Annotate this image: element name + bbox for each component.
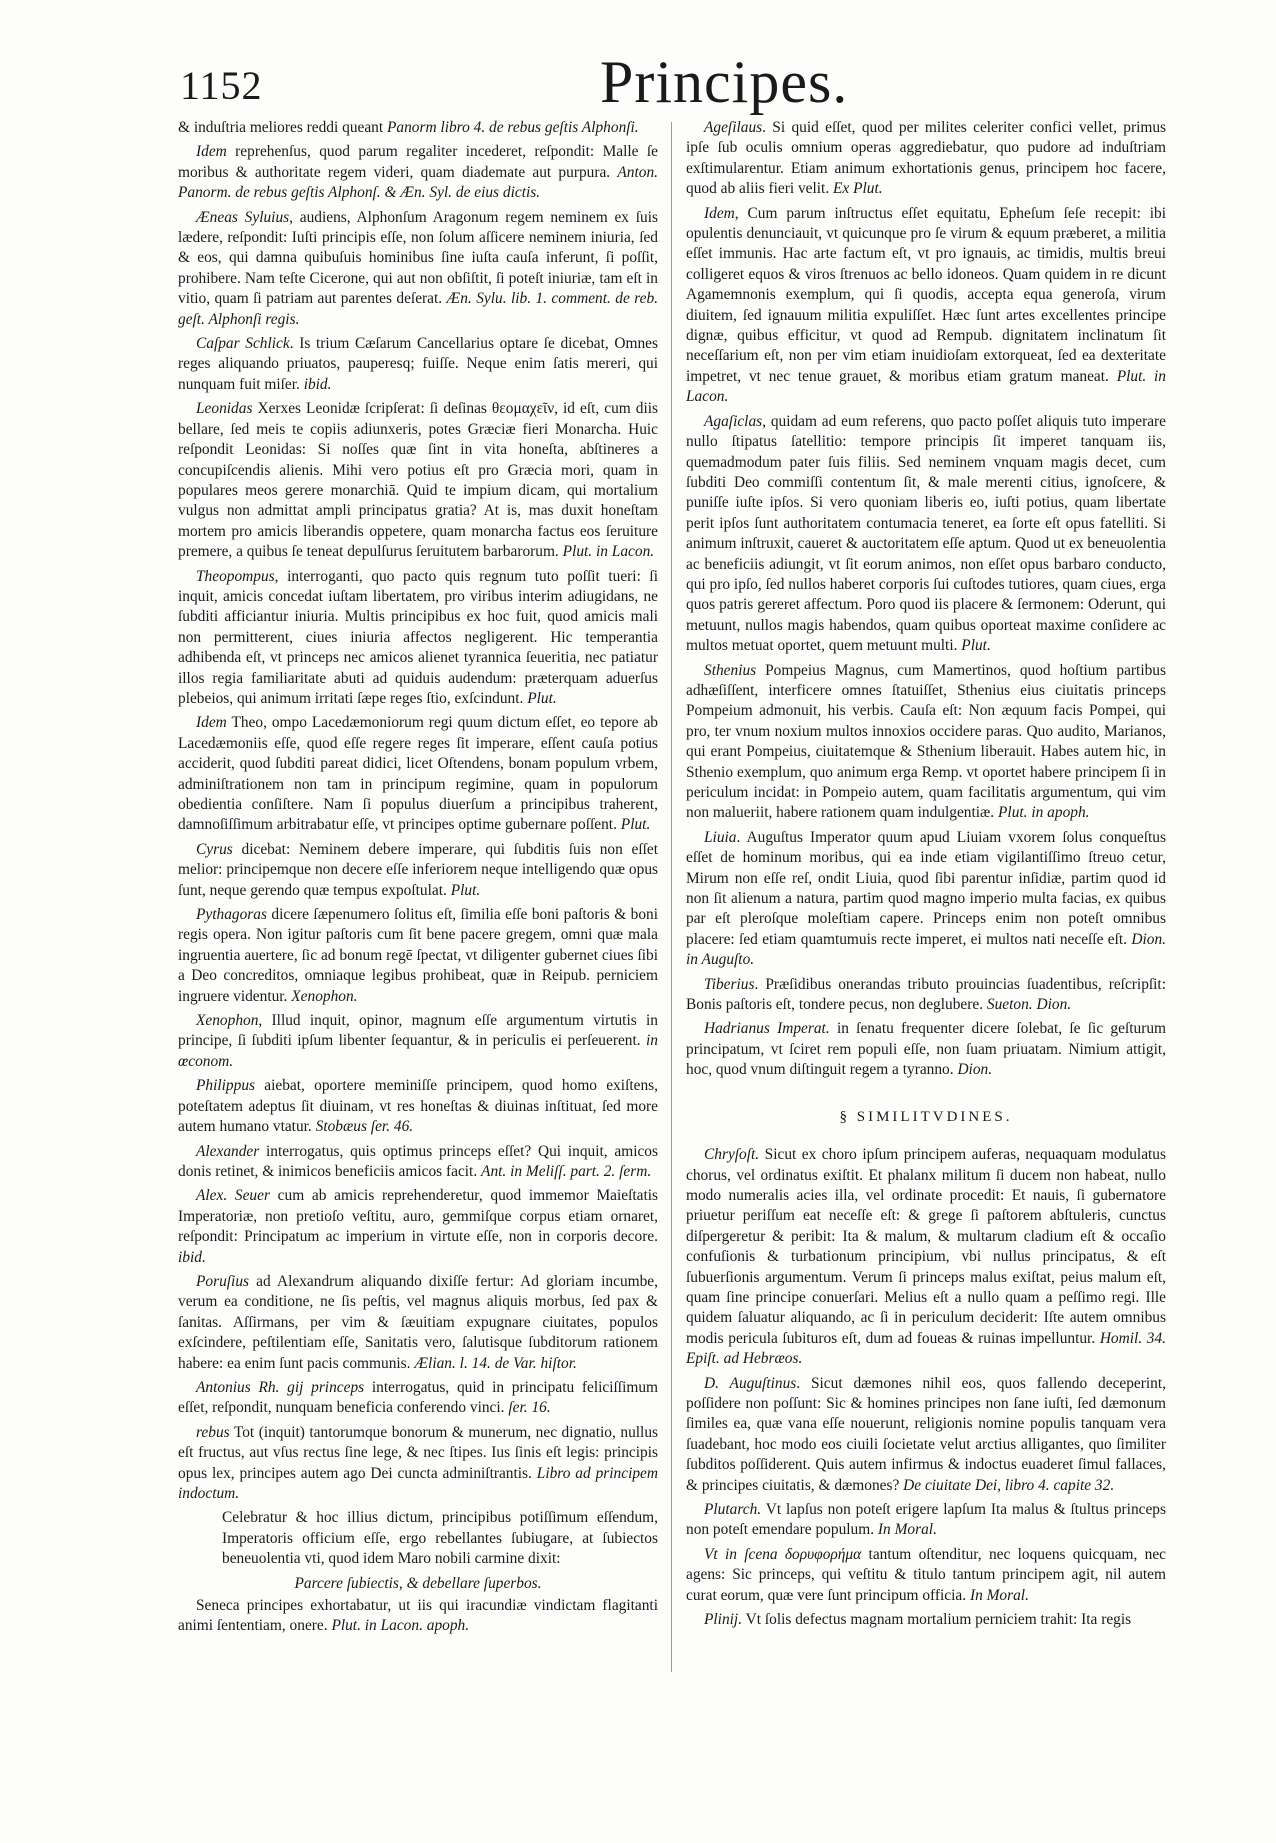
quote-text: Vt ſolis defectus magnam mortalium perniciem trahit: Ita regis [742, 1611, 1132, 1629]
source-citation: Æn. Sylu. lib. 1. comment. de reb. geſt. Alphonſi regis. [178, 290, 658, 328]
source-citation: ibid. [178, 1248, 206, 1266]
source-citation: Libro ad principem indoctum. [178, 1464, 658, 1502]
quote-text: Seneca principes exhortabatur, ut iis qui iracundiæ vindictam flagitanti animi ſententiam, onere. [178, 1597, 658, 1635]
source-citation: Homil. 34. Epiſt. ad Hebræos. [686, 1329, 1166, 1368]
speaker-name: Ageſilaus [704, 119, 763, 136]
quote-entry [686, 975, 1166, 1016]
quote-entry [686, 1374, 1166, 1496]
speaker-name: Poruſius [196, 1272, 250, 1290]
source-citation: Ælian. l. 14. de Var. hiſtor. [414, 1354, 577, 1372]
indented-passage: Celebratur & hoc illius dictum, principibus potiſſimum eſſendum, Imperatoris officium eſſe, ergo rebellantes ſubiugare, at ſubiectos beneuolentia vti, quod idem Maro nobili carmine dixit: [222, 1509, 658, 1568]
speaker-name: Alex. Seuer [196, 1187, 270, 1205]
quote-text: interrogatus, quid in principatu feliciſſimum eſſet, reſpondit, nunquam beneficia conferendo vinci. [178, 1378, 658, 1417]
quote-entry [178, 1186, 658, 1268]
source-citation: In Moral. [877, 1521, 937, 1539]
source-citation: Dion. in Auguſto. [686, 930, 1166, 969]
quote-entry [178, 567, 658, 710]
source-citation: Plut. in Lacon. [562, 543, 655, 561]
quote-entry [686, 1545, 1166, 1606]
quote-text: , Cum parum inſtructus eſſet equitatu, Epheſum ſeſe recepit: ibi opulentis denunciauit, vt quicunque pro ſe virum & equum præberet, a militia eſſet immunis. Hac arte factum eſt, vt pro ignauis, ac timidis, multis breui colligeret equos & viros ſtrenuos ac bello idoneos. Quam quidem in re dicunt Agamemnonis exemplum, qui ſi quodis, accepta equa generoſa, virum diuitem, ſed ignauum militia expuliſſet. Hæc ſunt artes excellentes principe dignæ, quibus efficitur, vt quod ad Rempub. dignitatem inclinatum ſit neceſſarium eſt, non per vim etiam inuidioſam extorqueat, ſed ea dexteritate impetret, vt nec tenue grauet, & moribus etiam gratum maneat. [686, 204, 1166, 385]
speaker-name: Philippus [196, 1077, 255, 1095]
quote-text: tantum oſtenditur, nec loquens quicquam, nec agens: Sic princeps, qui veſtitu & titulo tantum principem agit, nil autem curat eorum, quæ vere ſunt principum officia. [686, 1545, 1166, 1604]
source-citation: Plut. in Lacon. [686, 367, 1166, 406]
speaker-name: Antonius Rh. gij princeps [196, 1378, 365, 1396]
source-citation: Ex Plut. [833, 180, 883, 198]
speaker-name: Theopompus [196, 567, 275, 585]
speaker-name: Idem [196, 714, 227, 732]
left-column [178, 118, 658, 1818]
source-citation: Sueton. Dion. [986, 996, 1072, 1014]
speaker-name: Chryſoſt. [704, 1146, 760, 1164]
quote-entry [178, 1423, 658, 1505]
speaker-name: Leonidas [196, 400, 253, 418]
quote-text: , Illud inquit, opinor, magnum eſſe argumentum virtutis in principe, ſi ſubditi ipſum libenter ſequantur, & in periculis ei perſeuerent. [178, 1012, 658, 1050]
source-citation: in œconom. [178, 1032, 658, 1070]
source-citation: Plut. [620, 816, 651, 834]
quote-text: Vt lapſus non poteſt erigere lapſum Ita malus & ſtultus princeps non poteſt emendare populum. [686, 1501, 1166, 1539]
quote-text: , audiens, Alphonſum Aragonum regem neminem ex ſuis lædere, reſpondit: Iuſti principis eſſe, non ſolum aſſicere neminem iniuria, ſed & eos, qui damna quibuſuis hominibus ſine iuſta cauſa inferunt, ſi poſſit, prohibere. Nam teſte Cicerone, qui aut non obſiſtit, ſi poteſt iniuriæ, tam eſt in vitio, quam ſi patriam aut parentes deſerat. [178, 208, 658, 308]
quote-text: Tot (inquit) tantorumque bonorum & munerum, nec dignatio, nullus eſt fructus, aut vſus rectus ſine lege, & nec ſtipes. Ius ſinis eſt legis: principis opus lex, principes autem ago Dei cuncta adminiſtrantis. [178, 1423, 658, 1482]
quote-text: dicere ſæpenumero ſolitus eſt, ſimilia eſſe boni paſtoris & boni regis opera. Non igitur paſtoris cum ſit bene pacere gregem, omni quæ mala ingruentia auertere, ſic ad bonum regē ſpectat, vt diligenter gubernet ciues ſibi a Deo concreditos, omniaque legibus prohibeat, quæ in Reipub. perniciem ingruere videntur. [178, 906, 658, 1005]
source-citation: De ciuitate Dei, libro 4. capite 32. [903, 1476, 1115, 1494]
quote-entry [178, 905, 658, 1007]
speaker-name: D. Auguſtinus [704, 1374, 797, 1392]
speaker-name: Vt in ſcena δορυφορήμα [704, 1545, 862, 1563]
speaker-name: Cyrus [196, 840, 233, 858]
page-number: 1152 [180, 63, 263, 108]
source-citation: Plut. in apoph. [998, 804, 1090, 822]
speaker-name: Liuia [704, 828, 737, 846]
quote-text: . Sicut dæmones nihil eos, quos fallendo deceperint, poſſidere non poſſunt: Sic & homines principes non ſane iuſti, ſed dæmonum ſimiles ea, quæ vana eſſe nouerunt, religionis nomine populis tanquam vera ſuadebant, hoc modo eos ciuili ſocietate velut arctius alligantes, quo ſimiliter ſubditos poſſiderent. Quis autem infirmus & indoctus euaderet ſimul fallaces, & principes ciuitatis, & dæmones? [686, 1374, 1166, 1494]
quote-entry [686, 1500, 1166, 1541]
quote-text: ad Alexandrum aliquando dixiſſe fertur: Ad gloriam incumbe, verum ea conditione, ne ſis peſtis, vel magnus aliquis morbus, ſed pax & ſanitas. Aſſirmans, per vim & ſæuitiam expugnare ciuitates, populos exſcindere, peſtilentiam eſſe, Sanitatis vero, ſalutisque ſubditorum rationem habere: ea enim ſunt pacis communis. [178, 1272, 658, 1372]
source-citation: Panorm libro 4. de rebus geſtis Alphonſi. [387, 119, 639, 136]
quote-text: . Is trium Cæſarum Cancellarius optare ſe dicebat, Omnes reges aliquando priuatos, pauperesq; fuiſſe. Neque enim ſatis mereri, qui nunquam fuit miſer. [178, 335, 658, 393]
speaker-name: Alexander [196, 1142, 260, 1160]
source-citation: Plut. [450, 881, 481, 899]
quote-entry [686, 204, 1166, 408]
source-citation: Anton. Panorm. de rebus geſtis Alphonſ. & Æn. Syl. de eius dictis. [178, 163, 658, 202]
column-divider [671, 122, 672, 1672]
page-header [180, 48, 1100, 118]
quote-entry [686, 412, 1166, 657]
quote-entry [178, 840, 658, 901]
verse-line: Parcere ſubiectis, & debellare ſuperbos. [294, 1574, 542, 1592]
speaker-name: rebus [196, 1423, 230, 1441]
quote-text: Pompeius Magnus, cum Mamertinos, quod hoſtium partibus adhæſiſſent, interficere omnes ſtatuiſſet, Sthenius eius ciuitatis princeps Pompeium admonuit, his verbis. Cauſa eſt: Non æquum facis Pompei, qui pro, ter vnum noxium multos innoxios occidere paras. Quo audito, Marianos, qui erant Pompeius, ciuitatemque & Sthenium liberauit. Habes autem hic, in Sthenio exemplum, quo animum erga Remp. vt oportet habere principem ſi in periculum incidat: in Pompeio autem, quam facilitatis argumentum, qui vim non malueriit, habere rationem quam indulgentiæ. [686, 661, 1166, 822]
quote-entry [178, 713, 658, 835]
quote-entry [178, 334, 658, 395]
quote-text: interrogatus, quis optimus princeps eſſet? Qui inquit, amicos donis retinet, & inimicos beneficiis amicos facit. [178, 1142, 658, 1180]
quote-entry [178, 399, 658, 562]
quote-entry [178, 1378, 658, 1419]
speaker-name: Caſpar Schlick [196, 335, 290, 353]
speaker-name: Xenophon [196, 1012, 259, 1030]
quote-text: cum ab amicis reprehenderetur, quod immemor Maieſtatis Imperatoriæ, non pretioſo veſtitu, auro, gemmiſque corpus etiam ornaret, reſpondit: Principatum ac imperium in virtute eſſe, non in corporis decore. [178, 1187, 658, 1246]
quote-entry [178, 142, 658, 203]
source-citation: Stobæus ſer. 46. [315, 1118, 414, 1136]
quote-text: , interroganti, quo pacto quis regnum tuto poſſit tueri: ſi inquit, amicis concedat iuſtam libertatem, pro viribus interim adiugidans, ne ſubditi afficiantur iniuria. Multis principibus ex hoc fuit, quod amicis mali non permitterent, ciues iniuria affectos negligerent. Hic temperantia adhibenda eſt, vt princeps nec amicos alienet tyrannica ſeueritia, nec patiatur illos regia familiaritate abuti ad quiduis audendum: præterquam aduerſus plebeios, qui animum irritati ſæpe reges ſtio, exſcindunt. [178, 567, 658, 707]
speaker-name: Agaſiclas [704, 412, 763, 430]
speaker-name: Pythagoras [196, 906, 267, 924]
quote-entry [686, 1145, 1166, 1369]
quote-entry [686, 118, 1166, 200]
quote-text: . Si quid eſſet, quod per milites celeriter confici vellet, primus ipſe ſub oculis omnium operas aggrediebatur, quo pudore ad induſtriam exſtimularentur. Etiam animum exhortationis genus, principem hoc facere, quod ab aliis fieri velit. [686, 119, 1166, 198]
source-citation: ibid. [303, 375, 332, 393]
speaker-name: Æneas Syluius [196, 208, 290, 226]
quote-entry [178, 1272, 658, 1374]
speaker-name: Plutarch. [704, 1501, 762, 1518]
quote-text: , quidam ad eum referens, quo pacto poſſet aliquis tuto imperare nullo ſtipatus ſatellitio: tempore principis ſit imperet tanquam iis, quemadmodum pater ſuis filiis. Sed neminem vnquam magis decet, cum ſubditi Deo commiſſi contentum ſit, & male merenti citius, ignoſcere, & puniſſe iuſte ipſos. Si vero quoniam liberis eo, iuſti potius, quam libertate perit ipſos ſunt authoritatem contumacia teneret, ea ſorte eſt opus fatelliti. Si animum inſtruxit, caueret & auctoritatem eſſe aptum. Quod ut ex beneuolentia ac beneficiis adiungit, vt ſit eorum animos, non eſſet opus barbaro conducto, qui pro ipſo, ſed nullos haberet corporis ſui cuſtodes tutiores, quam ciues, erga quos patris gereret affectum. Poro quod iis placere & ſermonem: Oderunt, qui metuunt, nullos magis habendos, quam quibus oporteat maxime conſidere ac multos metuat oportet, quem metuunt multi. [686, 412, 1166, 655]
right-column [686, 118, 1166, 1818]
source-citation: ſer. 16. [508, 1399, 551, 1417]
quote-entry [178, 1142, 658, 1183]
quote-text: & induſtria meliores reddi queant [178, 119, 387, 136]
quote-entry [686, 1019, 1166, 1080]
quote-entry [178, 1076, 658, 1137]
quote-text: Xerxes Leonidæ ſcripſerat: ſi deſinas θεομαχεῖν, id eſt, cum diis bellare, ſed meis te copiis adiunxeris, potes Græciæ fieri Monarcha. Huic reſpondit Leonidas: Si noſſes quæ ſint in vita honeſta, abſtineres a concupiſcendis alienis. Mihi vero potius eſt pro Græcia mori, quam in populares meos gerere monarchiā. Quid te impium dicam, qui mortalium vulgus non admittat ampli principatus gratia? At is, mas duxit honeſtam mortem pro amicis liberandis oppetere, quam monarcha factus eos ſeruiture premere, a quibus ſe teneat depulſurus ſeruitutem barbarorum. [178, 400, 658, 561]
quote-entry [686, 661, 1166, 824]
running-head: Principes. [600, 49, 849, 115]
source-citation: Ant. in Meliſſ. part. 2. ſerm. [481, 1162, 652, 1180]
speaker-name: Idem [196, 143, 227, 161]
quote-text: reprehenſus, quod parum regaliter incederet, reſpondit: Malle ſe moribus & authoritate regem videri, quam diademate aut purpura. [178, 143, 658, 181]
quote-text: Sicut ex choro ipſum principem auferas, nequaquam modulatus chorus, vel ordinatus exiſtit. Et phalanx militum ſi ducem non habeat, nullo modo numeralis acies illa, vel ordinate procedit: Et nauis, ſi gubernatore priuetur periſſum eat neceſſe eſt: & grege ſi paſtorem abſtuleris, cunctus diſpergeretur & peribit: Ita & malum, & multarum cladium eſt & occaſio confuſionis & turbationum principium, vbi nullus principatus, & eſt ſubuerſionis argumentum. Verum ſi princeps malus exiſtat, peius malum eſt, quam ſine principe conuerſari. Melius eſt a nullo quam a peſſimo regi. Ille quidem ſaluatur aliquando, ac ſi in periculum deciderit: Iſte autem omnibus modis pericula ſubituros eſt, dum ad foueas & ruinas impelluntur. [686, 1146, 1166, 1347]
quote-text: . Auguſtus Imperator quum apud Liuiam vxorem ſolus conqueſtus eſſet de hominum moribus, qui ea inde etiam vigilantiſſimo ſtreuo cetur, Mirum non eſſe reſ, ondit Liuia, quod ſibi parentur inſidiæ, partim quod id non ſit alienum a natura, partim quod magno imperio multa facias, ex quibus par eſt pleroſque moleſtiam capere. Princeps enim non poteſt omnibus placere: ſed etiam quamtumuis recte imperet, ei multos nati neceſſe eſt. [686, 828, 1166, 948]
quote-text: aiebat, oportere meminiſſe principem, quod homo exiſtens, poteſtatem adeptus ſit diuinam, vt res honeſtas & diuinas inſtituat, ſed more autem humano vtatur. [178, 1077, 658, 1136]
quote-entry [178, 1011, 658, 1072]
quote-text: Theo, ompo Lacedæmoniorum regi quum dictum eſſet, eo tepore ab Lacedæmoniis eſſe, quod eſſe regere reges ſit imperare, eſſent cauſa potius acciderit, quod ſubditi pareat didici, licet Oſtendens, bonam populum vrbem, adminiſtrationem non tam in principum regimine, quam in populorum obedientia conſiſtere. Nam ſi populus diuerſum a principibus traherent, damnoſiſſimum arbitrabatur eſſe, vt principes optime gubernare poſſent. [178, 714, 658, 834]
source-citation: Plut. [527, 689, 557, 707]
speaker-name: Tiberius [704, 975, 755, 993]
source-citation: Plut. [961, 637, 991, 655]
speaker-name: Plinij. [704, 1611, 743, 1629]
quote-entry [178, 118, 658, 138]
quote-entry [686, 828, 1166, 971]
quote-entry [686, 1610, 1166, 1630]
quote-text: in ſenatu frequenter dicere ſolebat, ſe ſic geſturum principatum, vt ſciret rem populi eſſe, non ſuam priuatam. Nimium attigit, hoc, quod vnum diſtinguit regem a tyranno. [686, 1020, 1166, 1079]
speaker-name: Hadrianus Imperat. [704, 1020, 830, 1038]
quote-text: . Præſidibus onerandas tributo prouincias ſuadentibus, reſcripſit: Bonis paſtoris eſt, tondere pecus, non deglubere. [686, 975, 1166, 1014]
source-citation: Plut. in Lacon. apoph. [331, 1617, 470, 1635]
source-citation: Dion. [957, 1061, 993, 1079]
quote-entry [178, 208, 658, 330]
source-citation: Xenophon. [291, 987, 358, 1005]
speaker-name: Idem [704, 204, 735, 222]
source-citation: In Moral. [969, 1586, 1029, 1604]
section-title: § SIMILITVDINES. [839, 1108, 1013, 1125]
quote-entry [178, 1596, 658, 1637]
speaker-name: Sthenius [704, 661, 757, 679]
quote-text: dicebat: Neminem debere imperare, qui ſubditis ſuis non eſſet melior: principemque non decere eſſe inferiorem neque intelligendo quæ opus ſunt, neque gerendo quæ tempus expoſtulat. [178, 840, 658, 899]
